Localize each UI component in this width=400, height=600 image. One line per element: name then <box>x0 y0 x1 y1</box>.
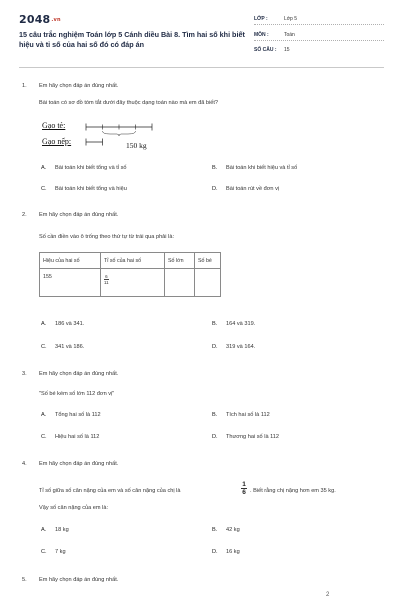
question-prompt: Em hãy chọn đáp án đúng nhất. <box>39 371 119 377</box>
meta-class-key: LỚP : <box>254 16 268 22</box>
table-header: Số bé <box>195 253 221 269</box>
option-d[interactable]: D. 16 kg <box>212 549 240 555</box>
option-c[interactable]: C. Hiệu hai số là 112 <box>41 434 100 440</box>
table-header: Hiệu của hai số <box>40 253 101 269</box>
meta-count-value: 15 <box>284 47 290 53</box>
ratio-fraction: $\frac{1}{6}$ <box>242 481 246 496</box>
question-text: Tỉ số giữa số cân nặng của em và số cân nặng của chị là <box>39 488 181 494</box>
question-subtext: Vậy số cân nặng của em là: <box>39 505 109 511</box>
question-text-continued: . Biết rằng chị nặng hơn em 35 kg. <box>250 488 336 494</box>
option-a[interactable]: A. 18 kg <box>41 527 69 533</box>
diagram-label-bottom: Gạo nếp: <box>42 137 72 146</box>
diagram-label-top: Gạo tẻ: <box>42 121 66 130</box>
diagram-segments <box>42 120 182 156</box>
question-number: 4. <box>22 461 27 467</box>
option-c[interactable]: C. 341 và 186. <box>41 344 85 350</box>
ratio-fraction: $\frac{6}{11}$ <box>104 274 109 285</box>
option-c[interactable]: C. 7 kg <box>41 549 66 555</box>
page-header <box>0 0 400 70</box>
question-number: 3. <box>22 371 27 377</box>
divider <box>254 40 384 41</box>
option-b[interactable]: B. Tích hai số là 112 <box>212 412 270 418</box>
meta-class-value: Lớp 5 <box>284 16 298 22</box>
option-a[interactable]: A. 186 và 341. <box>41 321 85 327</box>
table-cell <box>101 269 165 297</box>
option-c[interactable]: C. Bài toán khi biết tổng và hiệu <box>41 186 127 192</box>
table-header: Tỉ số của hai số <box>101 253 165 269</box>
question-number: 2. <box>22 212 27 218</box>
option-b[interactable]: B. Bài toán khi biết hiệu và tỉ số <box>212 165 298 171</box>
table-header: Số lớn <box>165 253 195 269</box>
site-logo[interactable] <box>19 13 61 26</box>
option-a[interactable]: A. Tổng hai số là 112 <box>41 412 101 418</box>
page-number: 2 <box>326 592 330 598</box>
option-b[interactable]: B. 42 kg <box>212 527 240 533</box>
option-d[interactable]: D. Thương hai số là 112 <box>212 434 280 440</box>
question-prompt: Em hãy chọn đáp án đúng nhất. <box>39 83 119 89</box>
segment-diagram <box>42 120 182 156</box>
option-a[interactable]: A. Bài toán khi biết tổng và tỉ số <box>41 165 127 171</box>
question-number: 1. <box>22 83 27 89</box>
question-text: "Số bé kém số lớn 112 đơn vị" <box>39 391 115 397</box>
question-prompt: Em hãy chọn đáp án đúng nhất. <box>39 461 119 467</box>
meta-subject-value: Toán <box>284 32 295 38</box>
document-title: 15 câu trắc nghiệm Toán lớp 5 Cánh diều Bài 8. Tìm hai số khi biết hiệu và tỉ số của hai số đó có đáp án <box>19 30 245 49</box>
question-prompt: Em hãy chọn đáp án đúng nhất. <box>39 212 119 218</box>
table-cell-empty[interactable] <box>165 269 195 297</box>
question-text: Bài toán có sơ đồ tóm tắt dưới đây thuộc dạng toán nào mà em đã biết? <box>39 100 219 106</box>
header-divider <box>19 67 384 68</box>
option-d[interactable]: D. Bài toán rút về đơn vị <box>212 186 280 192</box>
question-prompt: Em hãy chọn đáp án đúng nhất. <box>39 577 119 583</box>
logo-text: 2048 <box>19 13 51 26</box>
logo-suffix: .vn <box>51 17 61 23</box>
table-cell-empty[interactable] <box>195 269 221 297</box>
data-table <box>39 252 221 297</box>
option-b[interactable]: B. 164 và 319. <box>212 321 256 327</box>
divider <box>254 24 384 25</box>
diagram-value: 150 kg <box>126 141 147 150</box>
question-text: Số cần điền vào ô trống theo thứ tự từ trái qua phải là: <box>39 234 175 240</box>
option-d[interactable]: D. 319 và 164. <box>212 344 256 350</box>
question-number: 5. <box>22 577 27 583</box>
meta-subject-key: MÔN : <box>254 32 269 38</box>
meta-count-key: SỐ CÂU : <box>254 47 277 53</box>
table-cell: 155 <box>40 269 101 297</box>
